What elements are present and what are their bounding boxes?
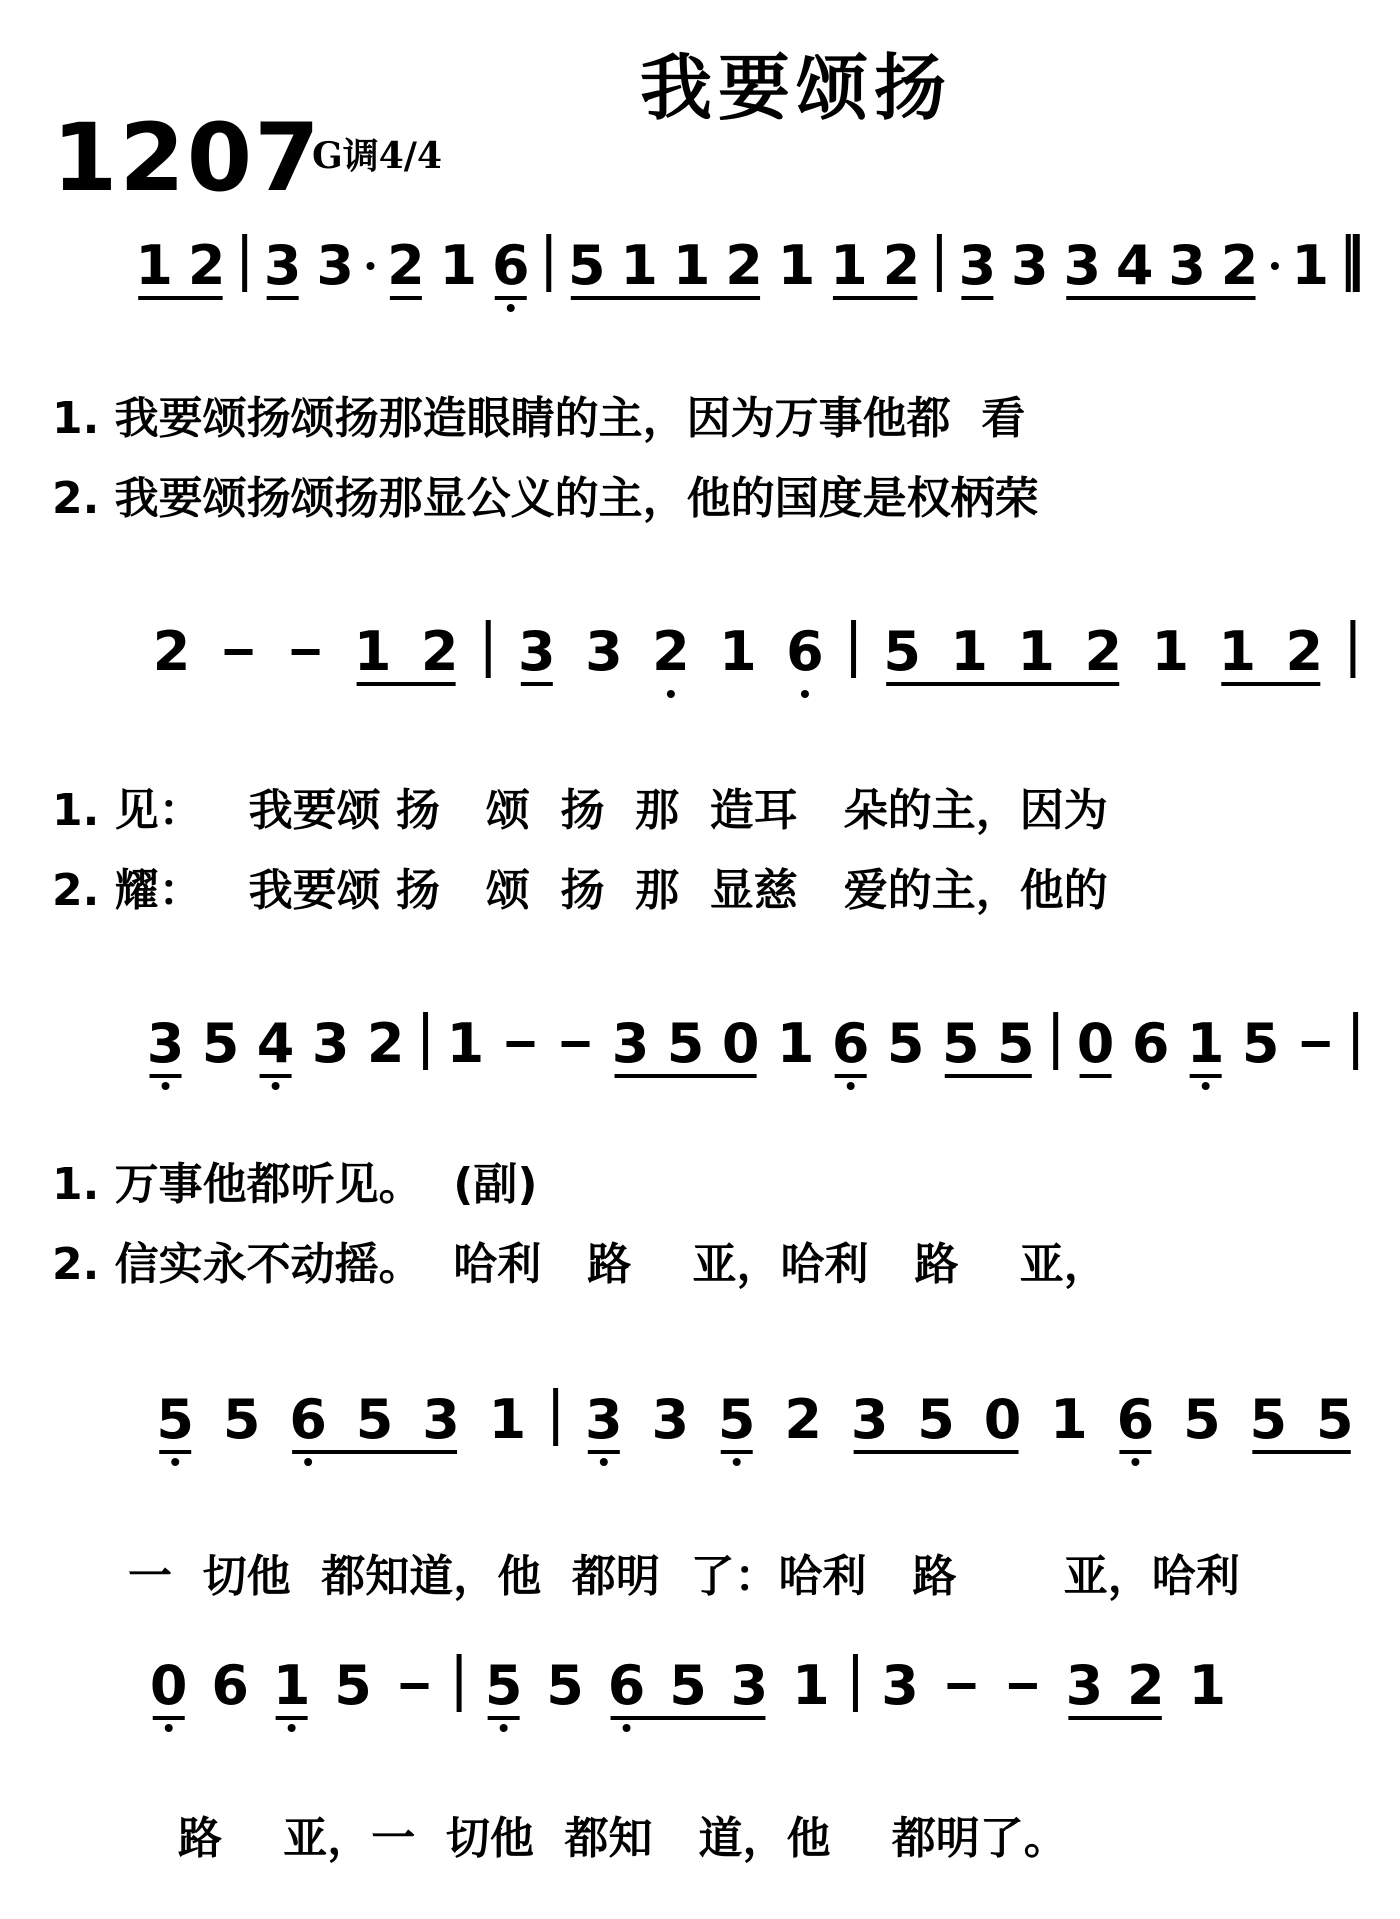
note-digit: 1 — [792, 1654, 830, 1717]
note-digit: 5 — [669, 1654, 707, 1717]
note-digit: 5 — [334, 1654, 372, 1717]
song-title: 我要颂扬 — [640, 46, 953, 130]
note-digit: 5 — [666, 1012, 705, 1075]
note-digit: 2 — [725, 234, 763, 297]
lower-octave-dot — [272, 1082, 280, 1090]
note-digit: 2 — [1127, 1654, 1165, 1717]
note-digit: 3 — [316, 234, 354, 297]
notation-svg — [128, 232, 1368, 332]
note-digit: 3 — [518, 620, 556, 683]
lower-octave-dot — [304, 1458, 312, 1466]
note-digit: 6 — [607, 1654, 646, 1717]
note-digit: 2 — [152, 620, 191, 683]
note-digit: 1 — [672, 234, 711, 297]
note-digit: 2 — [1220, 234, 1259, 297]
note-digit: 5 — [886, 1012, 925, 1075]
note-digit: 2 — [882, 234, 921, 297]
note-digit: 5 — [1183, 1388, 1221, 1451]
note-digit: 2 — [387, 234, 425, 297]
lower-octave-dot — [500, 1724, 508, 1732]
note-digit: 1 — [135, 234, 174, 297]
note-digit: 5 — [546, 1654, 584, 1717]
lyric-line-2-verse-2: 2. 耀： 我要颂 扬 颂 扬 那 显慈 爱的主，他的 — [52, 865, 1108, 916]
note-digit: 1 — [776, 1012, 815, 1075]
note-digit: 1 — [1017, 620, 1055, 683]
note-digit: 3 — [958, 234, 997, 297]
note-digit: 2 — [420, 620, 459, 683]
note-digit: 1 — [620, 234, 658, 297]
note-digit: 3 — [585, 1388, 623, 1451]
augmentation-dot — [366, 262, 374, 270]
note-digit: 3 — [1011, 234, 1049, 297]
note-digit: 3 — [1063, 234, 1102, 297]
note-digit: 1 — [353, 620, 392, 683]
notation-line-2 — [138, 618, 1368, 698]
note-digit: 4 — [1115, 234, 1154, 297]
note-digit: 3 — [585, 620, 623, 683]
note-digit: 1 — [1218, 620, 1257, 683]
note-digit: 1 — [1188, 1654, 1227, 1717]
notation-line-1 — [128, 232, 1368, 312]
lyric-line-1-verse-1: 1. 我要颂扬颂扬那造眼睛的主，因为万事他都 看 — [52, 393, 1026, 444]
lower-octave-dot — [165, 1724, 173, 1732]
lyric-line-5: 路 亚，一 切他 都知 道，他 都明了。 — [178, 1813, 1068, 1864]
note-digit: 3 — [651, 1388, 690, 1451]
note-digit: 6 — [289, 1388, 327, 1451]
note-digit: 5 — [717, 1388, 756, 1451]
notation-svg — [142, 1386, 1368, 1486]
notation-line-3 — [138, 1010, 1368, 1090]
note-digit: 0 — [983, 1388, 1022, 1451]
note-digit: 1 — [719, 620, 757, 683]
lower-octave-dot — [801, 690, 809, 698]
note-digit: 6 — [1131, 1012, 1170, 1075]
lower-octave-dot — [667, 690, 675, 698]
note-digit: 4 — [256, 1012, 295, 1075]
lower-octave-dot — [733, 1458, 741, 1466]
notation-line-5 — [138, 1652, 1238, 1732]
note-digit: 2 — [1285, 620, 1324, 683]
lower-octave-dot — [1202, 1082, 1210, 1090]
note-digit: 2 — [187, 234, 226, 297]
lower-octave-dot — [847, 1082, 855, 1090]
note-digit: 1 — [1050, 1388, 1088, 1451]
note-digit: 1 — [950, 620, 988, 683]
note-digit: 1 — [1151, 620, 1190, 683]
note-digit: 6 — [1116, 1388, 1155, 1451]
note-digit: 1 — [830, 234, 868, 297]
notation-svg — [138, 618, 1368, 718]
note-digit: 5 — [1315, 1388, 1354, 1451]
note-digit: 2 — [652, 620, 690, 683]
lyric-line-3-verse-1: 1. 万事他都听见。 (副) — [52, 1159, 538, 1210]
lower-octave-dot — [162, 1082, 170, 1090]
notation-svg — [138, 1652, 1238, 1752]
note-digit: 3 — [311, 1012, 350, 1075]
note-digit: 0 — [1076, 1012, 1115, 1075]
note-digit: 3 — [422, 1388, 460, 1451]
note-digit: 1 — [439, 234, 478, 297]
note-digit: 3 — [263, 234, 302, 297]
key-time-signature: G调4/4 — [312, 135, 442, 177]
notation-svg — [138, 1010, 1368, 1110]
lower-octave-dot — [288, 1724, 296, 1732]
note-digit: 6 — [491, 234, 530, 297]
lower-octave-dot — [600, 1458, 608, 1466]
note-digit: 3 — [146, 1012, 185, 1075]
note-digit: 1 — [446, 1012, 485, 1075]
note-digit: 1 — [272, 1654, 311, 1717]
note-digit: 5 — [355, 1388, 394, 1451]
hymn-number: 1207 — [52, 104, 322, 213]
note-digit: 6 — [211, 1654, 249, 1717]
note-digit: 5 — [941, 1012, 980, 1075]
note-digit: 0 — [721, 1012, 760, 1075]
lower-octave-dot — [623, 1724, 631, 1732]
augmentation-dot — [1271, 262, 1279, 270]
note-digit: 5 — [201, 1012, 240, 1075]
notation-line-4 — [142, 1386, 1368, 1466]
note-digit: 2 — [784, 1388, 822, 1451]
note-digit: 3 — [730, 1654, 769, 1717]
lyric-line-3-verse-2: 2. 信实永不动摇。 哈利 路 亚，哈利 路 亚， — [52, 1239, 1108, 1290]
note-digit: 1 — [1291, 234, 1330, 297]
note-digit: 5 — [917, 1388, 955, 1451]
note-digit: 5 — [1249, 1388, 1288, 1451]
note-digit: 5 — [222, 1388, 261, 1451]
note-digit: 2 — [1084, 620, 1123, 683]
note-digit: 5 — [156, 1388, 195, 1451]
lower-octave-dot — [171, 1458, 179, 1466]
note-digit: 0 — [149, 1654, 188, 1717]
note-digit: 3 — [1168, 234, 1206, 297]
note-digit: 6 — [831, 1012, 870, 1075]
note-digit: 3 — [611, 1012, 650, 1075]
note-digit: 5 — [567, 234, 606, 297]
lyric-line-4: 一 切他 都知道，他 都明 了：哈利 路 亚，哈利 — [128, 1551, 1240, 1602]
note-digit: 1 — [1186, 1012, 1225, 1075]
note-digit: 1 — [488, 1388, 527, 1451]
lyric-line-2-verse-1: 1. 见： 我要颂 扬 颂 扬 那 造耳 朵的主，因为 — [52, 785, 1108, 836]
note-digit: 3 — [1065, 1654, 1104, 1717]
lower-octave-dot — [1131, 1458, 1139, 1466]
note-digit: 3 — [850, 1388, 889, 1451]
lower-octave-dot — [507, 304, 515, 312]
note-digit: 5 — [484, 1654, 523, 1717]
note-digit: 5 — [1241, 1012, 1280, 1075]
note-digit: 5 — [883, 620, 921, 683]
note-digit: 1 — [777, 234, 816, 297]
note-digit: 3 — [881, 1654, 919, 1717]
lyric-line-1-verse-2: 2. 我要颂扬颂扬那显公义的主，他的国度是权柄荣 — [52, 473, 1039, 524]
note-digit: 5 — [996, 1012, 1035, 1075]
note-digit: 6 — [786, 620, 824, 683]
note-digit: 2 — [366, 1012, 405, 1075]
